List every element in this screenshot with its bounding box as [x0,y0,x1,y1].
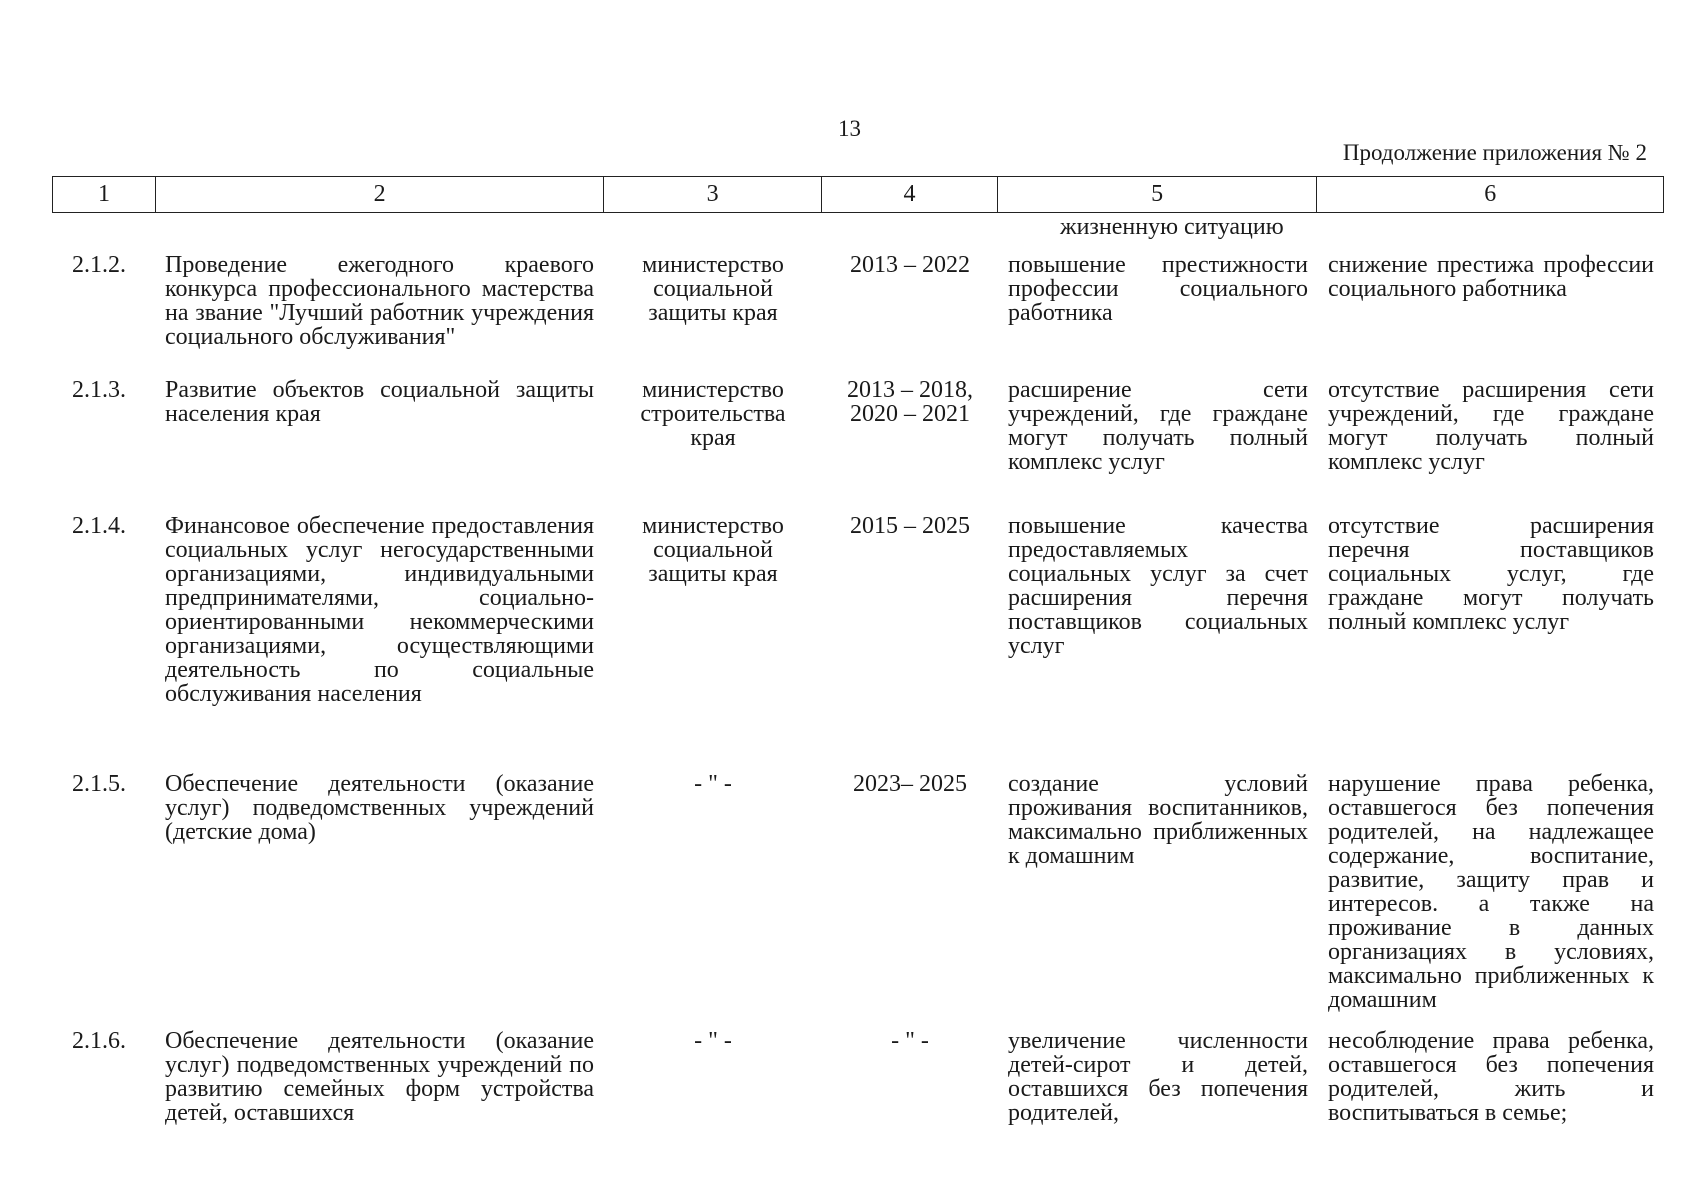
row-number: 2.1.4. [72,513,126,539]
result-cell: создание условий проживания воспитанников, максимально приближенных к домашним [1008,771,1308,869]
row-number: 2.1.3. [72,377,126,403]
carryover-text: жизненную ситуацию [1060,214,1284,240]
page-number: 13 [838,116,861,141]
table-header-row [52,176,1664,213]
table-row [52,378,1664,514]
executor-cell: - " - [694,771,732,797]
continuation-label: Продолжение приложения № 2 [1342,140,1647,165]
result-cell: расширение сети учреждений, где граждане могут получать полный комплекс услуг [1008,377,1308,475]
consequence-cell: снижение престижа профессии социального работника [1328,252,1654,302]
period-cell: 2013 – 2022 [850,252,970,278]
table-row [52,253,1664,378]
table-body [52,253,1664,1129]
measure-cell: Проведение ежегодного краевого конкурса профессионального мастерства на звание "Лучший работник учреждения социального обслуживания" [165,252,594,350]
header-col-1: 1 [53,177,156,212]
table-row [52,1029,1664,1129]
row-number: 2.1.2. [72,252,126,278]
row-number: 2.1.5. [72,771,126,797]
consequence-cell: отсутствие расширения сети учреждений, где граждане могут получать полный комплекс услуг [1328,377,1654,475]
period-cell: - " - [891,1028,929,1054]
result-cell: повышение престижности профессии социального работника [1008,252,1308,326]
executor-cell: - " - [694,1028,732,1054]
executor-cell: министерство социальной защиты края [642,252,784,326]
row-number: 2.1.6. [72,1028,126,1054]
program-table [52,176,1664,1129]
period-cell: 2015 – 2025 [850,513,970,539]
measure-cell: Финансовое обеспечение предоставления социальных услуг негосударственными организациями, индивидуальными предпринимателями, социально-ориентированными некоммерческими организациями, осуществляющими деятельность по социальные обслуживания населения [165,513,594,707]
consequence-cell: отсутствие расширения перечня поставщиков социальных услуг, где граждане могут получать полный комплекс услуг [1328,513,1654,635]
executor-cell: министерство социальной защиты края [642,513,784,587]
measure-cell: Обеспечение деятельности (оказание услуг) подведомственных учреждений по развитию семейных форм устройства детей, оставшихся [165,1028,594,1126]
header-col-5: 5 [998,177,1318,212]
measure-cell: Развитие объектов социальной защиты населения края [165,377,594,427]
consequence-cell: нарушение права ребенка, оставшегося без попечения родителей, на надлежащее содержание, воспитание, развитие, защиту прав и интересов. а также на проживание в данных организациях в условиях, максимально приближенных к домашним [1328,771,1654,1013]
result-cell: увеличение численности детей-сирот и детей, оставшихся без попечения родителей, [1008,1028,1308,1126]
header-col-6: 6 [1484,181,1497,207]
table-row [52,772,1664,1029]
consequence-cell: несоблюдение права ребенка, оставшегося без попечения родителей, жить и воспитываться в семье; [1328,1028,1654,1126]
period-cell: 2023– 2025 [853,771,967,797]
header-col-3: 3 [604,177,822,212]
period-cell: 2013 – 2018, 2020 – 2021 [847,377,973,427]
result-cell: повышение качества предоставляемых социальных услуг за счет расширения перечня поставщиков социальных услуг [1008,513,1308,659]
header-col-2: 2 [156,177,604,212]
header-col-4: 4 [822,177,998,212]
executor-cell: министерство строительства края [640,377,786,451]
table-row [52,514,1664,772]
measure-cell: Обеспечение деятельности (оказание услуг) подведомственных учреждений (детские дома) [165,771,594,845]
